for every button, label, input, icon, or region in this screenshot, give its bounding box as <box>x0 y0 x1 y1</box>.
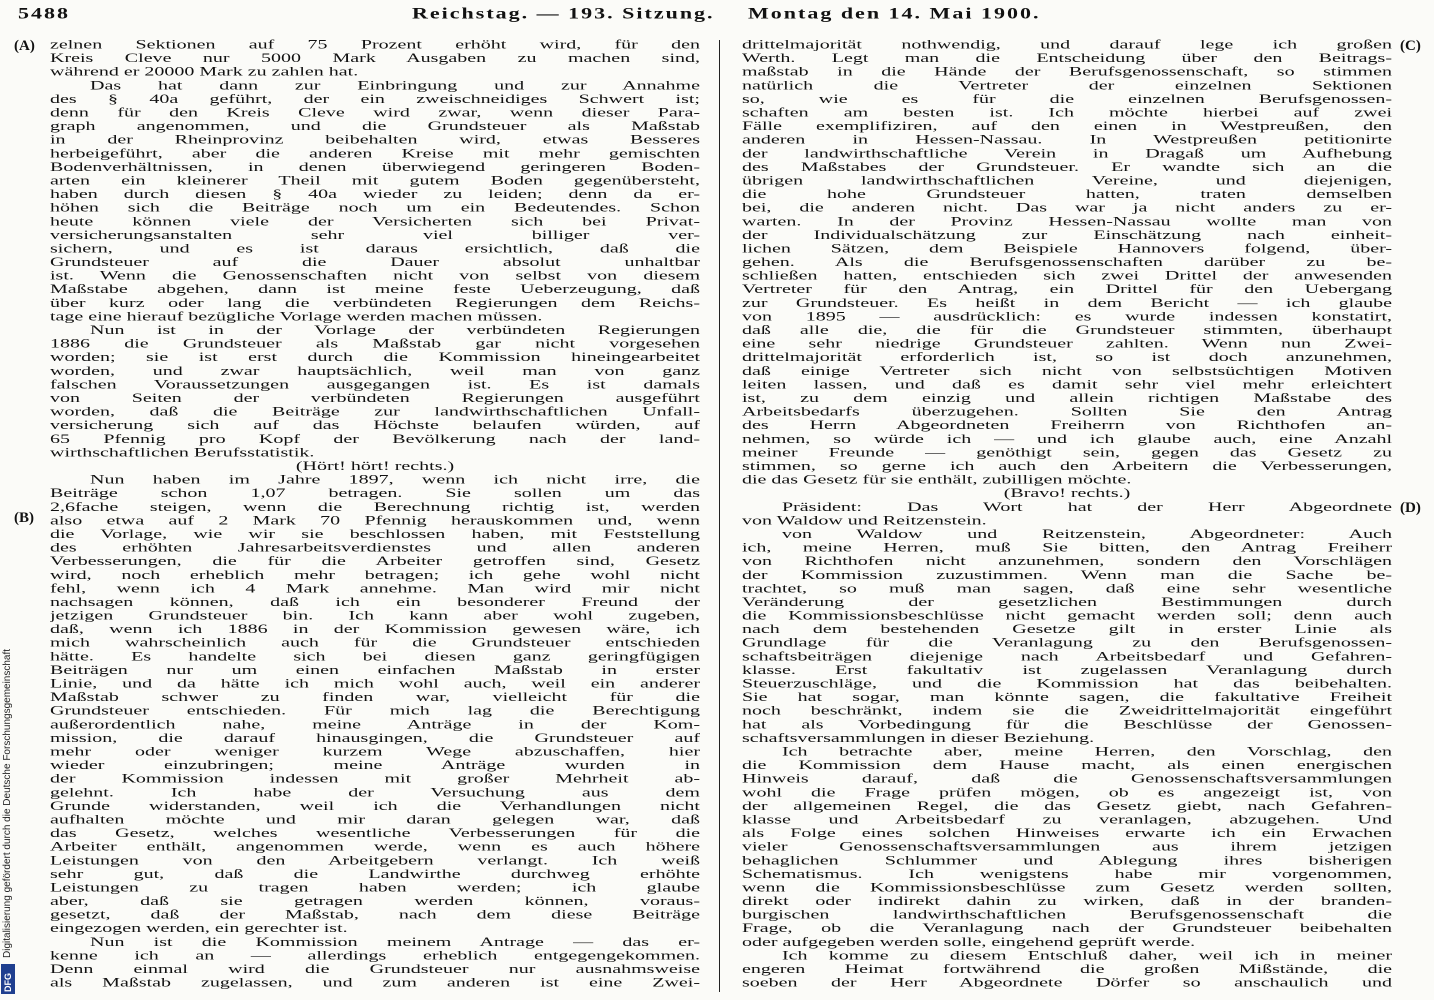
text-line: lichen Sätzen, dem Beispiele Hannovers folgend, über- <box>742 241 1392 256</box>
text-line: außerordentlich nahe, meine Anträge in der Kom- <box>50 717 700 732</box>
text-line: Kreis Cleve nur 5000 Mark Ausgaben zu machen sind, <box>50 51 700 66</box>
text-line: Sie hat sogar, man könnte sagen, die fakultative Freiheit <box>742 690 1392 705</box>
margin-marker-b: (B) <box>14 510 34 526</box>
text-line: des Herrn Abgeordneten Freiherrn von Richthofen an- <box>742 418 1392 433</box>
text-line: eingezogen werden, ein gerechter ist. <box>50 921 348 936</box>
text-line: Leistungen zu tragen haben werden; ich glaube <box>50 880 700 895</box>
text-line: die hohe Grundsteuer hatten, traten demselben <box>742 187 1392 202</box>
text-line: trachtet, so muß man sagen, daß eine sehr wesentliche <box>742 581 1392 596</box>
text-line: tage eine hierauf bezügliche Vorlage werden machen müssen. <box>50 309 543 324</box>
text-line: während er 20000 Mark zu zahlen hat. <box>50 65 359 79</box>
text-line: fehl, wenn ich 4 Mark annehme. Man wird mir nicht <box>50 581 700 596</box>
text-line: Veränderung der gesetzlichen Bestimmungen durch <box>742 595 1392 610</box>
text-line: schaftsversammlungen in dieser Beziehung. <box>742 731 1095 745</box>
text-line: Maßstab schwer zu finden war, vielleicht für die <box>50 690 700 705</box>
text-line: Frage, ob die Veranlagung nach der Grundsteuer beibehalten <box>742 921 1392 936</box>
text-line: schließen hatten, entschieden sich zwei Drittel der anwesenden <box>742 269 1392 283</box>
text-line: wenn die Kommissionsbeschlüsse zum Gesetz werden sollten, <box>742 880 1392 895</box>
text-line: vieler Genossenschaftsversammlungen aus ihrem jetzigen <box>742 840 1392 854</box>
text-line: daß, wenn ich 1886 in der Kommission gewesen wäre, ich <box>50 622 700 637</box>
text-line: Grundlage für die Veranlagung zu den Berufsgenossen- <box>742 636 1392 650</box>
text-line: hätte. Es handelte sich bei diesen ganz geringfügigen <box>50 649 700 664</box>
right-column <box>742 38 1392 990</box>
text-line: der Kommission indessen mit großer Mehrheit ab- <box>50 772 700 786</box>
text-line: stimmen, so gerne ich auch den Arbeitern die Verbesserungen, <box>742 459 1392 474</box>
text-line: mission, die darauf hinausgingen, die Grundsteuer auf <box>50 731 700 745</box>
margin-marker-c: (C) <box>1400 38 1421 54</box>
text-line: Hinweis darauf, daß die Genossenschaftsversammlungen <box>742 772 1392 786</box>
text-line: Denn einmal wird die Grundsteuer nur ausnahmsweise <box>50 962 700 977</box>
text-line: jetzigen Grundsteuer bin. Ich kann aber wohl zugeben, <box>50 609 700 623</box>
text-line: der landwirthschaftliche Verein in Dragaß um Aufhebung <box>742 146 1392 161</box>
text-line: mich wahrscheinlich auch für die Grundsteuer entschieden <box>50 636 700 650</box>
text-line: denn für den Kreis Cleve wird zwar, wenn dieser Para- <box>50 105 700 120</box>
text-line: gesetzt, daß der Maßstab, nach dem diese Beiträge <box>50 908 700 922</box>
text-line: Nun ist die Kommission meinem Antrage — das er- <box>90 935 700 949</box>
text-line: Vertreter für den Antrag, ein Drittel für den Uebergang <box>742 282 1392 297</box>
text-line: die Kommission dem Hause macht, als einen energischen <box>742 758 1392 773</box>
text-line: ich, meine Herren, muß Sie bitten, den Antrag Freiherr <box>742 541 1392 555</box>
text-line: graph angenommen, und die Grundsteuer als Maßstab <box>50 119 700 134</box>
text-line: sichern, und es ist daraus ersichtlich, daß die <box>50 241 700 256</box>
text-line: Das hat dann zur Einbringung und zur Annahme <box>90 78 700 93</box>
text-line: das Gesetz, welches wesentliche Verbesserungen für die <box>50 826 700 841</box>
text-line: gelehnt. Ich habe der Versuchung aus dem <box>50 785 700 800</box>
text-line: Nun ist in der Vorlage der verbündeten Regierungen <box>90 323 700 338</box>
text-line: arten ein kleinerer Theil mit gutem Boden gegenübersteht, <box>50 173 700 188</box>
text-line: Ich betrachte aber, meine Herren, den Vorschlag, den <box>782 744 1392 759</box>
text-line: worden, daß die Beiträge zur landwirthschaftlichen Unfall- <box>50 405 700 419</box>
text-line: der Individualschätzung zur Einschätzung nach einheit- <box>742 228 1392 242</box>
text-line: Präsident: Das Wort hat der Herr Abgeordnete <box>782 500 1392 514</box>
text-line: maßstab in die Hände der Berufsgenossenschaft, so stimmen <box>742 65 1392 79</box>
text-line: noch beschränkt, indem sie die Zweidrittelmajorität eingeführt <box>742 704 1392 718</box>
text-line: Arbeiter enthält, angenommen werde, wenn es auch höhere <box>50 840 700 854</box>
text-line: Maßstabe abgehen, dann ist meine feste Ueberzeugung, daß <box>50 282 700 297</box>
text-line: ist, zu dem einzig und allein richtigen Maßstabe des <box>742 391 1392 406</box>
text-line: 65 Pfennig pro Kopf der Bevölkerung nach der land- <box>50 432 700 446</box>
text-line: (Hört! hört! rechts.) <box>295 459 455 474</box>
text-line: als Maßstab zugelassen, und zum anderen ist eine Zwei- <box>50 976 700 990</box>
text-line: gehen. Als die Berufsgenossenschaften darüber zu be- <box>742 255 1392 270</box>
text-line: klasse. Erst fakultativ ist zugelassen Veranlagung durch <box>742 663 1392 678</box>
text-line: versicherung sich auf das Höchste belaufen würden, auf <box>50 418 700 433</box>
text-line: meiner Freunde — genöthigt sein, gegen das Gesetz zu <box>742 445 1392 460</box>
text-line: nehmen, so würde ich — und ich glaube auch, eine Anzahl <box>742 432 1392 446</box>
text-line: nach dem bestehenden Gesetze gilt in erster Linie als <box>742 622 1392 637</box>
text-line: schaftsbeiträgen diejenige nach Arbeitsbedarf und Gefahren- <box>742 649 1392 664</box>
margin-marker-d: (D) <box>1400 500 1421 516</box>
text-line: daß alle die, die für die Grundsteuer stimmten, überhaupt <box>742 323 1392 338</box>
text-line: worden, und zwar hauptsächlich, weil man von ganz <box>50 364 700 378</box>
text-line: daß einige Vertreter sich nicht von selbstsüchtigen Motiven <box>742 364 1392 378</box>
text-line: aber, daß sie getragen werden können, voraus- <box>50 894 700 909</box>
text-line: wohl die Frage prüfen mögen, ob es angezeigt ist, von <box>742 785 1392 800</box>
dfg-logo <box>1 964 15 994</box>
text-line: ist. Wenn die Genossenschaften nicht von selbst von diesem <box>50 269 700 283</box>
text-line: des Maßstabes der Grundsteuer. Er wandte sich an die <box>742 160 1392 174</box>
text-line: hat als Vorbedingung für die Beschlüsse der Genossen- <box>742 717 1392 732</box>
text-line: übrigen landwirthschaftlichen Vereine, und diejenigen, <box>742 173 1392 188</box>
margin-marker-a: (A) <box>14 38 35 54</box>
text-line: worden; sie ist erst durch die Kommission hineingearbeitet <box>50 350 700 365</box>
text-line: falschen Voraussetzungen ausgegangen ist. Es ist damals <box>50 377 700 392</box>
dfg-logo-text: DFG <box>3 973 13 992</box>
text-line: Linie, und da hätte ich mich wohl auch, weil ein anderer <box>50 677 700 691</box>
text-line: höhen sich die Beiträge noch um ein Bedeutendes. Schon <box>50 201 700 215</box>
text-line: von 1895 — ausdrücklich: es wurde indessen konstatirt, <box>742 309 1392 324</box>
text-line: bei, die anderen nicht. Das war ja nicht anders zu er- <box>742 201 1392 215</box>
column-divider <box>719 40 720 992</box>
text-line: von Richthofen nicht anzunehmen, sondern den Vorschlägen <box>742 554 1392 569</box>
text-line: von Waldow und Reitzenstein, Abgeordneter: Auch <box>782 527 1392 542</box>
text-line: Arbeitsbedarfs überzugehen. Sollten Sie den Antrag <box>742 405 1392 419</box>
text-line: Beiträge schon 1,07 betragen. Sie sollen um das <box>50 486 700 501</box>
text-line: Grundsteuer auf die Dauer absolut unhaltbar <box>50 255 700 270</box>
session-title: Reichstag. — 193. Sitzung. <box>412 4 715 22</box>
text-line: engeren Heimat fortwährend die großen Mißstände, die <box>742 962 1392 977</box>
text-line: des § 40a geführt, der ein zweischneidiges Schwert ist; <box>50 92 700 106</box>
text-line: über kurz oder lang die verbündeten Regierungen dem Reichs- <box>50 296 700 310</box>
text-line: Werth. Legt man die Entscheidung über den Beitrags- <box>742 51 1392 66</box>
text-line: 2,6fache steigen, wenn die Berechnung richtig ist, werden <box>50 500 700 514</box>
text-line: eine sehr niedrige Grundsteuer zahlten. Wenn nun Zwei- <box>742 337 1392 351</box>
text-line: (Bravo! rechts.) <box>1003 486 1131 501</box>
text-line: die Vorlage, wie wir sie beschlossen haben, mit Feststellung <box>50 527 700 542</box>
text-line: soeben der Herr Abgeordnete Dörfer so anschaulich und <box>742 976 1392 990</box>
text-line: nachsagen können, daß ich ein besonderer Freund der <box>50 595 700 610</box>
text-line: burgischen landwirthschaftlichen Berufsgenossenschaft die <box>742 908 1392 922</box>
text-line: drittelmajorität nothwendig, und darauf lege ich großen <box>742 38 1392 52</box>
text-line: versicherungsanstalten sehr viel billiger ver- <box>50 228 700 242</box>
text-line: Fälle exemplifiziren, auf den einen in Westpreußen, den <box>742 119 1392 134</box>
text-line: Grunde widerstanden, weil ich die Verhandlungen nicht <box>50 799 700 813</box>
text-line: drittelmajorität erforderlich ist, so ist doch anzunehmen, <box>742 350 1392 365</box>
text-line: zelnen Sektionen auf 75 Prozent erhöht wird, für den <box>50 38 700 52</box>
text-line: anderen in Hessen-Nassau. In Westpreußen petitionirte <box>742 133 1392 147</box>
text-line: als Folge eines solchen Hinweises erwarte ich ein Erwachen <box>742 826 1392 841</box>
text-line: von Waldow und Reitzenstein. <box>742 513 987 528</box>
text-line: Steuerzuschläge, und die Kommission hat das beibehalten. <box>742 677 1392 691</box>
text-line: kenne ich an — allerdings erheblich entgegengekommen. <box>50 948 700 963</box>
text-line: Grundsteuer entschieden. Für mich lag die Berechtigung <box>50 704 700 718</box>
text-line: die das Gesetz für sie enthält, zubilligen möchte. <box>742 473 1132 487</box>
text-line: die Kommissionsbeschlüsse nicht gemacht werden soll; denn auch <box>742 609 1392 623</box>
text-line: in der Rheinprovinz beibehalten wird, etwas Besseres <box>50 133 700 147</box>
text-line: so, wie es für die einzelnen Berufsgenossen- <box>742 92 1392 106</box>
text-line: herbeigeführt, aber die anderen Kreise mit mehr gemischten <box>50 146 700 161</box>
text-line: oder aufgegeben werden solle, eingehend geprüft werde. <box>742 935 1196 949</box>
session-date: Montag den 14. Mai 1900. <box>748 4 1041 22</box>
text-line: wird, noch erheblich mehr betragen; ich gehe wohl nicht <box>50 568 700 582</box>
text-line: wieder einzubringen; meine Anträge wurden in <box>50 758 700 773</box>
text-line: der allgemeinen Regel, die das Gesetz giebt, nach Gefahren- <box>742 799 1392 813</box>
text-line: warten. In der Provinz Hessen-Nassau wollte man von <box>742 214 1392 229</box>
text-line: des erhöhten Jahresarbeitsverdienstes und allen anderen <box>50 541 700 555</box>
text-line: 1886 die Grundsteuer als Maßstab gar nicht vorgesehen <box>50 337 700 351</box>
page-number: 5488 <box>18 4 70 22</box>
text-line: zur Grundsteuer. Es heißt in dem Bericht — ich glaube <box>742 296 1392 310</box>
text-line: der Kommission zuzustimmen. Wenn man die Sache be- <box>742 568 1392 582</box>
text-line: Beiträgen nur um einen einfachen Maßstab in erster <box>50 663 700 678</box>
text-line: Leistungen von den Arbeitgebern verlangt. Ich weiß <box>50 853 700 868</box>
left-column <box>50 38 700 990</box>
text-line: Ich komme zu diesem Entschluß daher, weil ich in meiner <box>782 948 1392 963</box>
text-line: leiten lassen, und daß es damit sehr viel mehr erleichtert <box>742 377 1392 392</box>
text-line: schaften am besten ist. Ich möchte hierbei auf zwei <box>742 105 1392 120</box>
text-line: Nun haben im Jahre 1897, wenn ich nicht irre, die <box>90 473 700 487</box>
text-line: heute können viele der Versicherten sich bei Privat- <box>50 214 700 229</box>
text-line: direkt oder indirekt dahin zu wirken, daß in der branden- <box>742 894 1392 909</box>
text-line: sehr gut, daß die Landwirthe durchweg erhöhte <box>50 867 700 881</box>
text-line: also etwa auf 2 Mark 70 Pfennig herauskommen und, wenn <box>50 513 700 528</box>
text-line: wirthschaftlichen Berufsstatistik. <box>50 445 315 460</box>
text-line: natürlich die Vertreter der einzelnen Sektionen <box>742 78 1392 93</box>
text-line: behaglichen Schlummer und Ablegung ihres bisherigen <box>742 853 1392 868</box>
text-line: aufhalten möchte und mir daran gelegen war, daß <box>50 812 700 827</box>
text-line: von Seiten der verbündeten Regierungen ausgeführt <box>50 391 700 406</box>
text-line: Verbesserungen, die für die Arbeiter getroffen sind, Gesetz <box>50 554 700 569</box>
text-line: haben durch diesen § 40a wieder zu leiden; denn da er- <box>50 187 700 202</box>
text-line: Schematismus. Ich wenigstens habe mir vorgenommen, <box>742 867 1392 881</box>
text-line: mehr oder weniger kurzem Wege abzuschaffen, hier <box>50 744 700 759</box>
text-line: klasse und Arbeitsbedarf zu veranlagen, abzugehen. Und <box>742 812 1392 827</box>
text-line: Bodenverhältnissen, in denen überwiegend geringeren Boden- <box>50 160 700 174</box>
dfg-watermark: Digitalisierung gefördert durch die Deutsche Forschungsgemeinschaft <box>2 648 13 958</box>
